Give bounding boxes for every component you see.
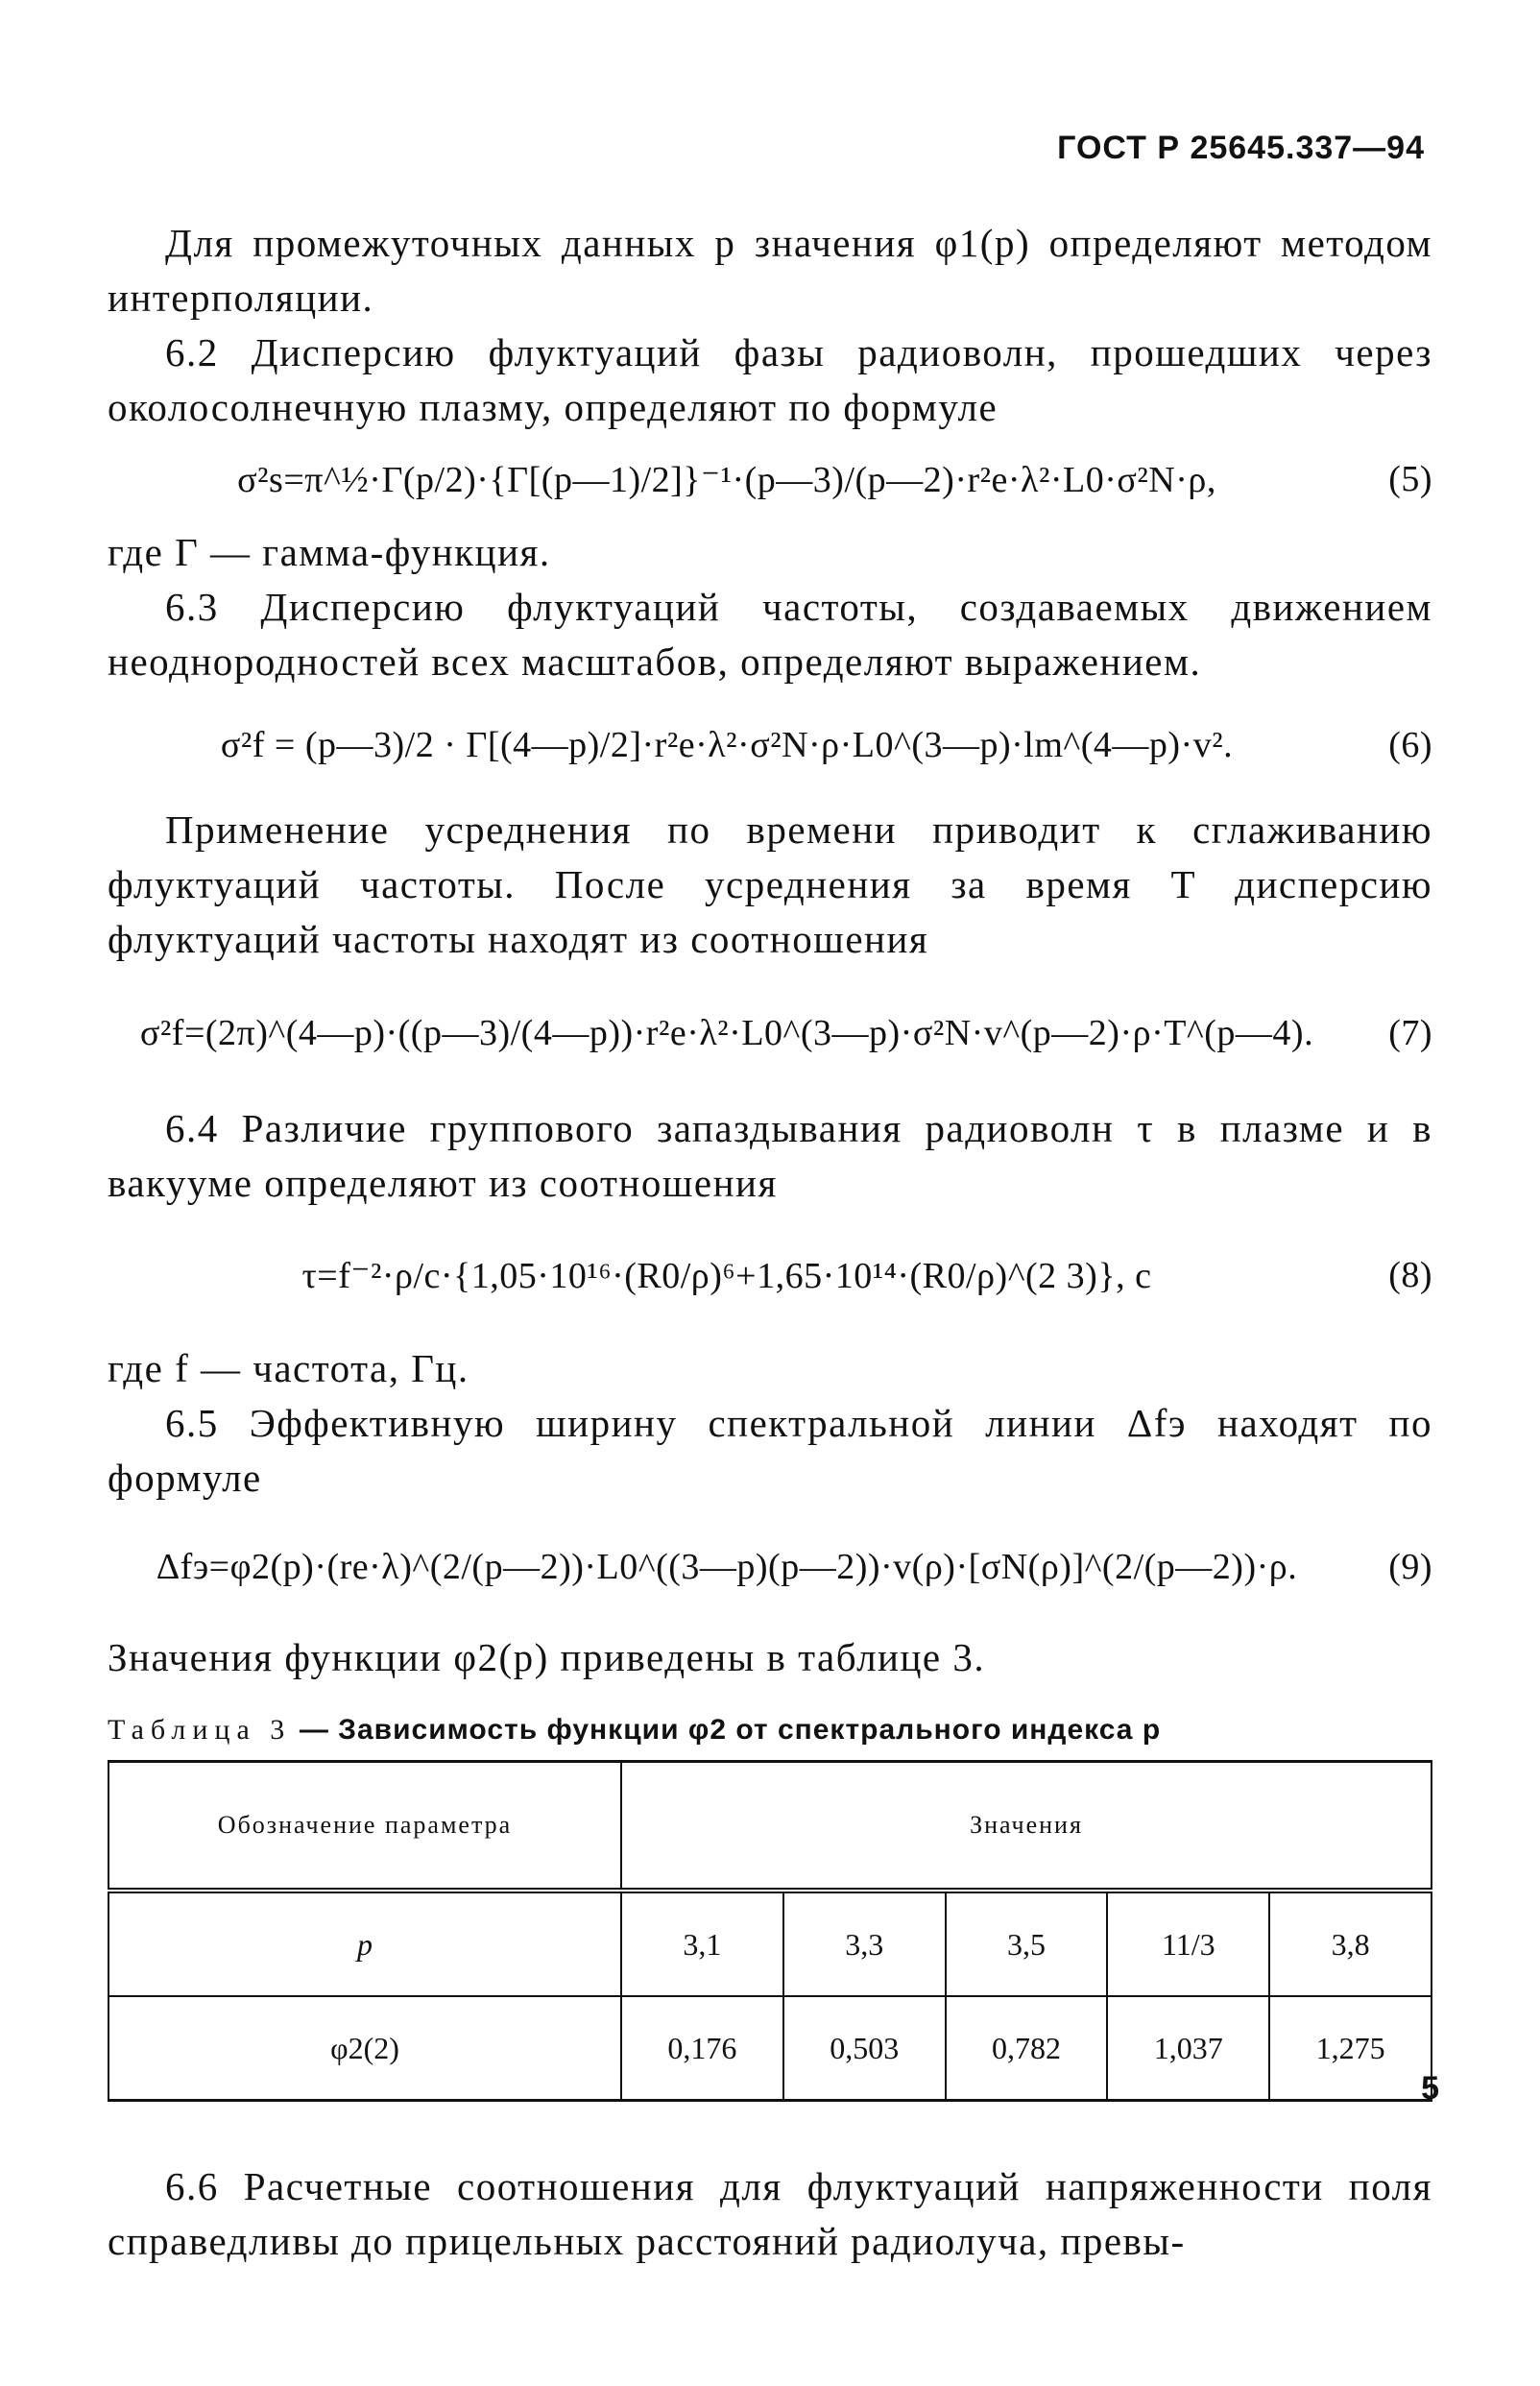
table-phi2-values [108,1760,1432,2102]
paragraph-interpolation: Для промежуточных данных p значения φ1(p) определяют методом интерполяции. [108,221,1432,320]
paragraph-6-5: 6.5 Эффективную ширину спектральной линии Δfэ находят по формуле [108,1401,1432,1500]
paragraph-6-2: 6.2 Дисперсию флуктуаций фазы радиоволн, прошедших через околосолнечную плазму, определяют по формуле [108,330,1432,429]
table-cell: 0,782 [946,1996,1108,2101]
formula-7-expression: σ²f=(2π)^(4—p)·((p—3)/(4—p))·r²e·λ²·L0^(3—p)·σ²N·v^(p—2)·ρ·T^(p—4). [139,1013,1314,1053]
table-cell: 0,176 [621,1996,783,2101]
paragraph-averaging: Применение усреднения по времени приводит к сглаживанию флуктуаций частоты. После усреднения за время T дисперсию флуктуаций частоты находят из соотношения [108,807,1432,961]
formula-6-number: (6) [1388,725,1432,765]
table-cell: 1,275 [1269,1996,1432,2101]
formula-5-expression: σ²s=π^½·Γ(p/2)·{Γ[(p—1)/2]}⁻¹·(p—3)/(p—2)·r²e·λ²·L0·σ²N·ρ, [237,459,1216,500]
table-header-values: Значения [621,1762,1432,1892]
formula-6-expression: σ²f = (p—3)/2 · Γ[(4—p)/2]·r²e·λ²·σ²N·ρ·L0^(3—p)·lm^(4—p)·v². [220,725,1234,765]
table-caption-text: — Зависимость функции φ2 от спектрального индекса p [299,1714,1162,1746]
table-cell: 11/3 [1107,1891,1269,1996]
table-cell: 1,037 [1107,1996,1269,2101]
formula-9-expression: Δfэ=φ2(p)·(re·λ)^(2/(p—2))·L0^((3—p)(p—2))·v(ρ)·[σN(ρ)]^(2/(p—2))·ρ. [156,1547,1298,1587]
paragraph-table-reference: Значения функции φ2(p) приведены в таблице 3. [108,1635,986,1679]
table-header-row [108,1762,1432,1892]
paragraph-6-4: 6.4 Различие группового запаздывания радиоволн τ в плазме и в вакууме определяют из соотношения [108,1106,1432,1205]
formula-7-number: (7) [1388,1013,1432,1053]
formula-9-number: (9) [1388,1547,1432,1587]
paragraph-6-3: 6.3 Дисперсию флуктуаций частоты, создаваемых движением неоднородностей всех масштабов, определяют выражением. [108,585,1432,684]
table-row [108,1996,1432,2101]
formula-8 [108,1218,1432,1332]
formula-9 [108,1513,1432,1621]
table-cell-param: p [108,1891,621,1996]
formula-8-number: (8) [1388,1255,1432,1295]
table-cell: 3,8 [1269,1891,1432,1996]
table-row [108,1891,1432,1996]
formula-5 [108,443,1432,516]
page-number: 5 [1421,2070,1439,2107]
document-header: ГОСТ Р 25645.337—94 [1057,130,1425,166]
page-body [108,216,1432,2269]
paragraph-gamma-definition: где Γ — гамма-функция. [108,530,551,574]
table-cell: 3,5 [946,1891,1108,1996]
formula-5-number: (5) [1388,459,1432,499]
table-cell-param: φ2(2) [108,1996,621,2101]
table-header-parameter: Обозначение параметра [108,1762,621,1892]
formula-8-expression: τ=f⁻²·ρ/c·{1,05·10¹⁶·(R0/ρ)⁶+1,65·10¹⁴·(R0/ρ)^(2 3)}, с [301,1255,1152,1296]
table-caption [108,1714,1432,1747]
table-cell: 0,503 [783,1996,946,2101]
table-cell: 3,1 [621,1891,783,1996]
table-caption-label: Таблица 3 [108,1714,292,1746]
formula-6 [108,697,1432,793]
table-cell: 3,3 [783,1891,946,1996]
paragraph-6-6: 6.6 Расчетные соотношения для флуктуаций напряженности поля справедливы до прицельных расстояний радиолуча, превы- [108,2164,1432,2263]
paragraph-frequency-definition: где f — частота, Гц. [108,1346,469,1390]
formula-7 [108,975,1432,1092]
